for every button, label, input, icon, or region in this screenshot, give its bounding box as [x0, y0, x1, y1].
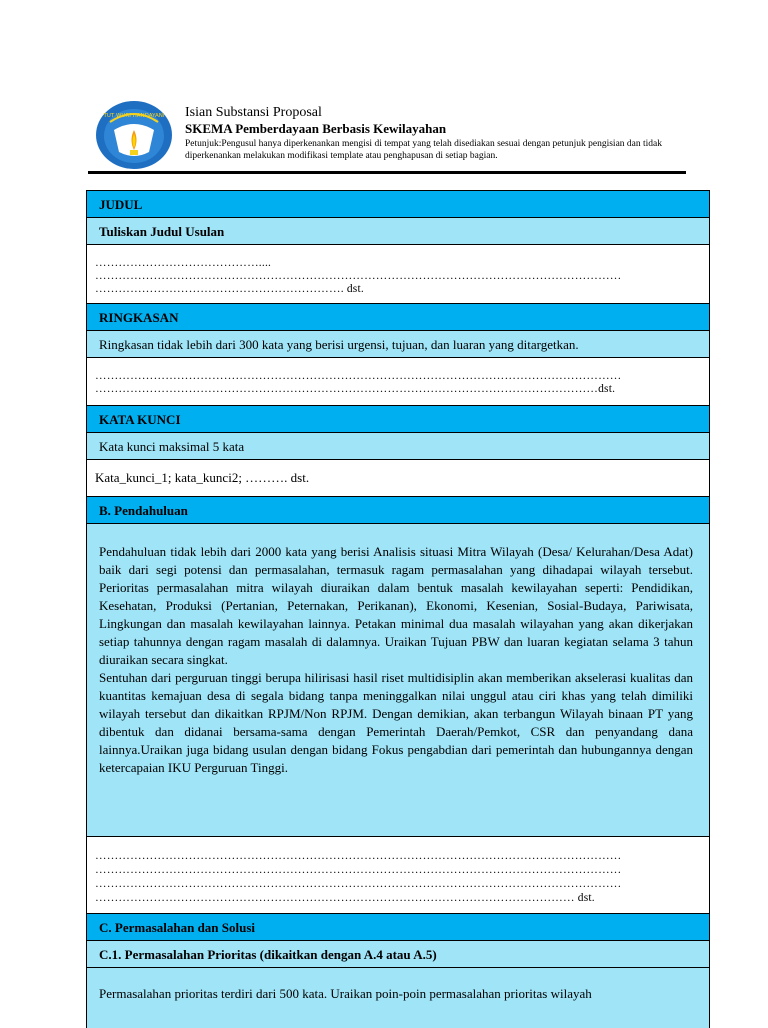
document-header [185, 105, 695, 162]
permasalahan-header-label: C. Permasalahan dan Solusi [99, 920, 256, 935]
tut-wuri-handayani-logo [94, 100, 174, 170]
judul-line-3: ………………………………………………………. dst. [95, 283, 364, 295]
header-title: Isian Substansi Proposal [185, 105, 322, 120]
kata-kunci-instruction-label: Kata kunci maksimal 5 kata [99, 439, 245, 454]
instruction-judul [87, 218, 709, 245]
sub-header-permasalahan-prioritas [87, 941, 709, 968]
input-area-pendahuluan[interactable] [87, 837, 709, 914]
kata-kunci-value: Kata_kunci_1; kata_kunci2; ………. dst. [95, 470, 310, 485]
ringkasan-line-2: …………………………………………………………………………………………………………………dst. [95, 383, 616, 395]
header-scheme: SKEMA Pemberdayaan Berbasis Kewilayahan [185, 121, 447, 136]
judul-instruction-label: Tuliskan Judul Usulan [99, 224, 225, 239]
ringkasan-line-1: ……………………………………………………………………………………………………………………… [95, 370, 622, 382]
proposal-form [86, 190, 710, 1028]
header-instruction: Petunjuk:Pengusul hanya diperkenankan mengisi di tempat yang telah disediakan sesuai dengan petunjuk pengisian dan tidak diperkenankan melakukan modifikasi template atau penghapusan di setiap bagian. [185, 139, 662, 161]
pendahuluan-line-1: ……………………………………………………………………………………………………………………… [95, 850, 622, 862]
kata-kunci-header-label: KATA KUNCI [99, 412, 181, 427]
section-header-permasalahan [87, 914, 709, 941]
pendahuluan-line-2: ……………………………………………………………………………………………………………………… [95, 864, 622, 876]
svg-text:TUT WURI HANDAYANI: TUT WURI HANDAYANI [103, 113, 165, 119]
pendahuluan-line-3: ……………………………………………………………………………………………………………………… [95, 878, 622, 890]
section-header-judul [87, 191, 709, 218]
judul-header-label: JUDUL [99, 197, 143, 212]
header-divider [88, 171, 686, 174]
pendahuluan-header-label: B. Pendahuluan [99, 503, 188, 518]
instruction-ringkasan [87, 331, 709, 358]
permasalahan-subheader-label: C.1. Permasalahan Prioritas (dikaitkan dengan A.4 atau A.5) [99, 947, 437, 962]
ringkasan-instruction-label: Ringkasan tidak lebih dari 300 kata yang berisi urgensi, tujuan, dan luaran yang ditargetkan. [99, 337, 579, 352]
instruction-pendahuluan [87, 524, 709, 837]
ringkasan-header-label: RINGKASAN [99, 310, 179, 325]
section-header-ringkasan [87, 304, 709, 331]
input-area-judul[interactable] [87, 245, 709, 304]
section-header-pendahuluan [87, 497, 709, 524]
input-area-kata-kunci[interactable] [87, 460, 709, 497]
pendahuluan-paragraph-2: Sentuhan dari perguruan tinggi berupa hilirisasi hasil riset multidisiplin akan memberikan akselerasi kualitas dan kuantitas kemajuan desa di segala bidang tanpa meninggalkan nilai unggul atau ciri khas yang telah dimiliki wilayah tersebut dan dikaitkan RPJM/Non RPJM. Dengan demikian, akan terbangun Wilayah binaan PT yang dibentuk dan didanai bersama-sama dengan Pemerintah Daerah/Pemkot, CSR dan penyandang dana lainnya.Uraikan juga bidang usulan dengan bidang Fokus pengabdian dari pemerintah dan hubungannya dengan ketercapaian IKU Perguruan Tinggi. [99, 670, 693, 775]
permasalahan-paragraph: Permasalahan prioritas terdiri dari 500 kata. Uraikan poin-poin permasalahan prioritas wilayah [99, 986, 592, 1001]
section-header-kata-kunci [87, 406, 709, 433]
judul-line-2: ……………………………………………………………………………………………………………………… [95, 270, 622, 282]
instruction-kata-kunci [87, 433, 709, 460]
input-area-ringkasan[interactable] [87, 358, 709, 406]
pendahuluan-line-4: …………………………………………………………………………………………………………… dst. [95, 892, 595, 904]
instruction-permasalahan-prioritas [87, 968, 709, 1028]
judul-line-1: …………………………………….... [95, 257, 272, 269]
pendahuluan-paragraph-1: Pendahuluan tidak lebih dari 2000 kata yang berisi Analisis situasi Mitra Wilayah (Desa/ Kelurahan/Desa Adat) baik dari segi potensi dan permasalahan, termasuk ragam permasalahan yang dihadapai wilayah tersebut. Perioritas permasalahan mitra wilayah diuraikan dalam bentuk masalah kewilayahan seperti: Pendidikan, Kesehatan, Produksi (Pertanian, Peternakan, Perikanan), Ekonomi, Kesenian, Sosial-Budaya, Pariwisata, Lingkungan dan masalah kewilayahan lainnya. Petakan minimal dua masalah wilayahan yang akan dikerjakan setiap tahunnya dengan ragam masalah di dalamnya. Uraikan Tujuan PBW dan luaran kegiatan selama 3 tahun diuraikan secara singkat. [99, 544, 693, 667]
